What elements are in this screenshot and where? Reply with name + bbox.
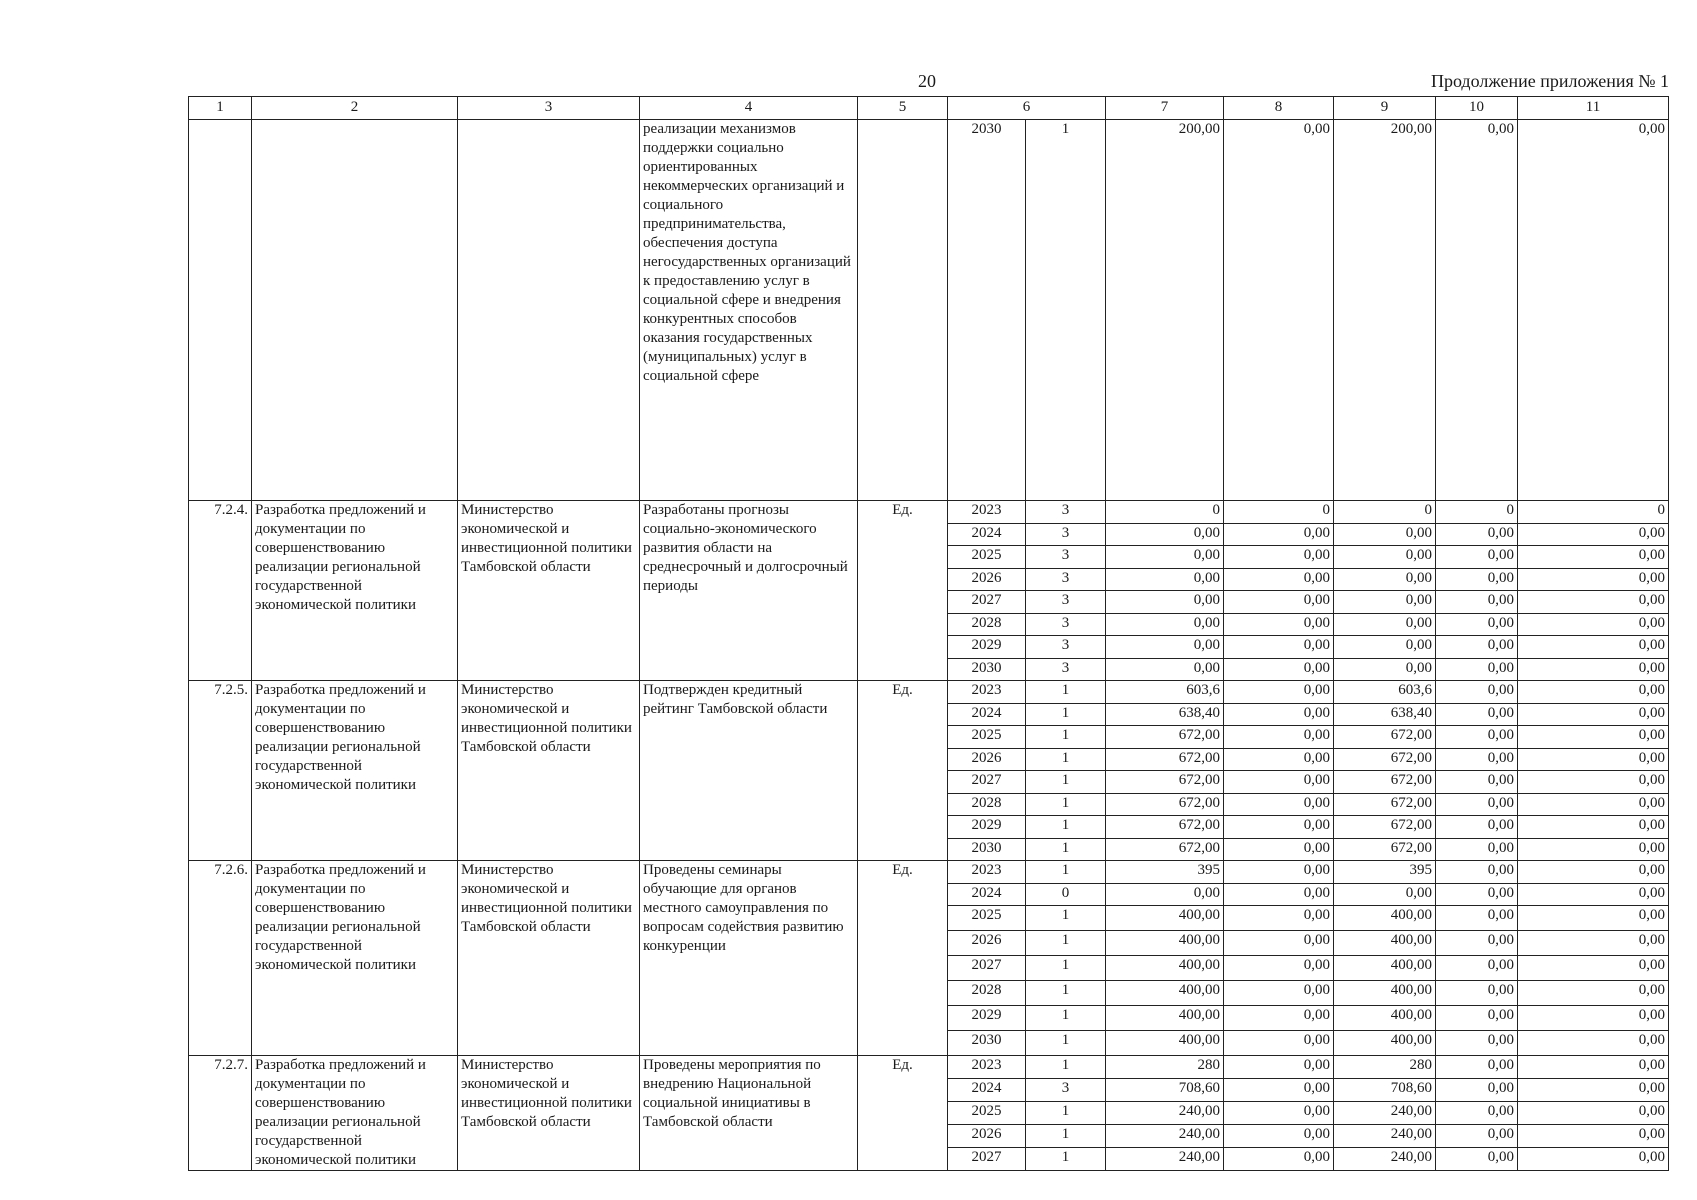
year-cell: 2023 <box>948 1056 1026 1079</box>
value-cell: 0,00 <box>1106 613 1224 636</box>
value-cell: 672,00 <box>1334 771 1436 794</box>
year-cell: 2030 <box>948 120 1026 501</box>
value-cell: 0,00 <box>1436 1031 1518 1056</box>
value-cell: 672,00 <box>1106 771 1224 794</box>
value-cell: 240,00 <box>1334 1148 1436 1171</box>
value-cell: 0,00 <box>1224 931 1334 956</box>
year-cell: 2028 <box>948 793 1026 816</box>
year-cell: 2023 <box>948 681 1026 704</box>
col-header-1: 1 <box>189 97 252 120</box>
value-cell: 672,00 <box>1334 748 1436 771</box>
value-cell: 0 <box>1334 501 1436 524</box>
value-cell: 1 <box>1026 956 1106 981</box>
year-cell: 2024 <box>948 883 1026 906</box>
value-cell: 672,00 <box>1106 838 1224 861</box>
value-cell: 1 <box>1026 931 1106 956</box>
value-cell: 280 <box>1106 1056 1224 1079</box>
empty-cell <box>252 120 458 501</box>
value-cell: 1 <box>1026 703 1106 726</box>
header-row <box>189 97 1669 120</box>
value-cell: 0,00 <box>1106 568 1224 591</box>
executor-name: Министерство экономической и инвестиционной политики Тамбовской области <box>458 681 640 861</box>
year-cell: 2024 <box>948 1079 1026 1102</box>
value-cell: 0,00 <box>1518 568 1669 591</box>
value-cell: 395 <box>1334 861 1436 884</box>
value-cell: 395 <box>1106 861 1224 884</box>
value-cell: 0,00 <box>1224 523 1334 546</box>
value-cell: 0,00 <box>1436 568 1518 591</box>
value-cell: 0,00 <box>1436 726 1518 749</box>
value-cell: 0,00 <box>1224 703 1334 726</box>
value-cell: 0,00 <box>1224 636 1334 659</box>
year-cell: 2025 <box>948 726 1026 749</box>
value-cell: 1 <box>1026 748 1106 771</box>
year-cell: 2029 <box>948 816 1026 839</box>
value-cell: 672,00 <box>1334 793 1436 816</box>
first-block-row <box>189 120 1669 501</box>
value-cell: 0,00 <box>1224 883 1334 906</box>
value-cell: 0,00 <box>1436 523 1518 546</box>
value-cell: 0 <box>1518 501 1669 524</box>
value-cell: 0,00 <box>1436 1148 1518 1171</box>
value-cell: 0,00 <box>1518 726 1669 749</box>
value-cell: 638,40 <box>1106 703 1224 726</box>
block-code: 7.2.5. <box>189 681 252 861</box>
value-cell: 0,00 <box>1106 636 1224 659</box>
value-cell: 0,00 <box>1518 1006 1669 1031</box>
value-cell: 0,00 <box>1334 658 1436 681</box>
value-cell: 0,00 <box>1224 771 1334 794</box>
value-cell: 0,00 <box>1436 613 1518 636</box>
value-cell: 708,60 <box>1334 1079 1436 1102</box>
value-cell: 0,00 <box>1224 816 1334 839</box>
value-cell: 0,00 <box>1224 906 1334 931</box>
data-table <box>188 96 1669 1171</box>
block-code: 7.2.6. <box>189 861 252 1056</box>
value-cell: 0,00 <box>1224 1125 1334 1148</box>
value-cell: 0,00 <box>1436 883 1518 906</box>
page-number: 20 <box>918 71 936 91</box>
value-cell: 0,00 <box>1106 658 1224 681</box>
result-description: реализации механизмов поддержки социально ориентированных некоммерческих организаций и социального предпринимательства, обеспечения доступа негосударственных организаций к предоставлению услуг в социальной сфере и внедрения конкурентных способов оказания государственных (муниципальных) услуг в социальной сфере <box>640 120 858 501</box>
value-cell: 0,00 <box>1334 613 1436 636</box>
value-cell: 3 <box>1026 546 1106 569</box>
value-cell: 0,00 <box>1224 1031 1334 1056</box>
value-cell: 672,00 <box>1106 793 1224 816</box>
value-cell: 1 <box>1026 793 1106 816</box>
year-cell: 2024 <box>948 703 1026 726</box>
executor-name: Министерство экономической и инвестиционной политики Тамбовской области <box>458 861 640 1056</box>
value-cell: 0,00 <box>1436 1056 1518 1079</box>
value-cell: 0,00 <box>1518 1125 1669 1148</box>
value-cell: 0,00 <box>1436 816 1518 839</box>
value-cell: 0,00 <box>1224 546 1334 569</box>
value-cell: 1 <box>1026 726 1106 749</box>
value-cell: 0 <box>1026 883 1106 906</box>
table-row <box>189 681 1669 704</box>
value-cell: 0,00 <box>1518 1102 1669 1125</box>
year-cell: 2028 <box>948 613 1026 636</box>
value-cell: 0,00 <box>1436 838 1518 861</box>
value-cell: 1 <box>1026 681 1106 704</box>
value-cell: 0,00 <box>1224 568 1334 591</box>
value-cell: 0 <box>1224 501 1334 524</box>
value-cell: 3 <box>1026 636 1106 659</box>
measure-name: Разработка предложений и документации по совершенствованию реализации региональной государственной экономической политики <box>252 501 458 681</box>
value-cell: 400,00 <box>1106 981 1224 1006</box>
value-cell: 0,00 <box>1436 956 1518 981</box>
value-cell: 0,00 <box>1224 793 1334 816</box>
empty-cell <box>189 120 252 501</box>
value-cell: 400,00 <box>1106 906 1224 931</box>
value-cell: 0,00 <box>1518 681 1669 704</box>
year-cell: 2026 <box>948 1125 1026 1148</box>
measure-name: Разработка предложений и документации по совершенствованию реализации региональной государственной экономической политики <box>252 861 458 1056</box>
year-cell: 2029 <box>948 636 1026 659</box>
col-header-2: 2 <box>252 97 458 120</box>
value-cell: 1 <box>1026 838 1106 861</box>
value-cell: 0,00 <box>1518 636 1669 659</box>
value-cell: 0,00 <box>1436 748 1518 771</box>
value-cell: 0,00 <box>1106 591 1224 614</box>
year-cell: 2025 <box>948 906 1026 931</box>
value-cell: 1 <box>1026 120 1106 501</box>
value-cell: 0,00 <box>1436 931 1518 956</box>
value-cell: 400,00 <box>1106 931 1224 956</box>
value-cell: 280 <box>1334 1056 1436 1079</box>
value-cell: 0,00 <box>1224 1102 1334 1125</box>
value-cell: 0,00 <box>1518 613 1669 636</box>
value-cell: 240,00 <box>1106 1125 1224 1148</box>
value-cell: 0,00 <box>1224 838 1334 861</box>
value-cell: 0,00 <box>1436 1006 1518 1031</box>
year-cell: 2025 <box>948 1102 1026 1125</box>
table-row <box>189 1056 1669 1079</box>
value-cell: 400,00 <box>1334 1006 1436 1031</box>
block-code: 7.2.7. <box>189 1056 252 1171</box>
year-cell: 2027 <box>948 591 1026 614</box>
value-cell: 3 <box>1026 1079 1106 1102</box>
value-cell: 0,00 <box>1518 931 1669 956</box>
table-row <box>189 501 1669 524</box>
value-cell: 0,00 <box>1518 861 1669 884</box>
value-cell: 0,00 <box>1436 1125 1518 1148</box>
value-cell: 3 <box>1026 523 1106 546</box>
value-cell: 0,00 <box>1224 956 1334 981</box>
value-cell: 200,00 <box>1334 120 1436 501</box>
value-cell: 400,00 <box>1334 956 1436 981</box>
year-cell: 2030 <box>948 1031 1026 1056</box>
value-cell: 3 <box>1026 568 1106 591</box>
value-cell: 1 <box>1026 1006 1106 1031</box>
value-cell: 0,00 <box>1518 120 1669 501</box>
year-cell: 2025 <box>948 546 1026 569</box>
col-header-9: 9 <box>1334 97 1436 120</box>
col-header-6: 6 <box>948 97 1106 120</box>
value-cell: 1 <box>1026 1148 1106 1171</box>
block-code: 7.2.4. <box>189 501 252 681</box>
value-cell: 672,00 <box>1106 748 1224 771</box>
value-cell: 672,00 <box>1334 726 1436 749</box>
value-cell: 0,00 <box>1334 636 1436 659</box>
empty-cell <box>858 120 948 501</box>
col-header-8: 8 <box>1224 97 1334 120</box>
value-cell: 638,40 <box>1334 703 1436 726</box>
value-cell: 0,00 <box>1436 591 1518 614</box>
value-cell: 240,00 <box>1106 1148 1224 1171</box>
measure-name: Разработка предложений и документации по совершенствованию реализации региональной государственной экономической политики <box>252 681 458 861</box>
value-cell: 400,00 <box>1334 931 1436 956</box>
value-cell: 0,00 <box>1106 883 1224 906</box>
result-description: Проведены мероприятия по внедрению Национальной социальной инициативы в Тамбовской области <box>640 1056 858 1171</box>
value-cell: 0,00 <box>1518 816 1669 839</box>
value-cell: 1 <box>1026 906 1106 931</box>
value-cell: 0,00 <box>1518 1056 1669 1079</box>
year-cell: 2026 <box>948 568 1026 591</box>
appendix-note: Продолжение приложения № 1 <box>1430 71 1669 91</box>
value-cell: 240,00 <box>1334 1125 1436 1148</box>
value-cell: 0,00 <box>1518 1079 1669 1102</box>
value-cell: 0,00 <box>1224 1079 1334 1102</box>
value-cell: 672,00 <box>1106 816 1224 839</box>
value-cell: 0,00 <box>1518 546 1669 569</box>
value-cell: 240,00 <box>1106 1102 1224 1125</box>
value-cell: 0,00 <box>1518 703 1669 726</box>
value-cell: 0,00 <box>1518 771 1669 794</box>
value-cell: 0,00 <box>1436 771 1518 794</box>
value-cell: 672,00 <box>1334 838 1436 861</box>
value-cell: 0,00 <box>1224 591 1334 614</box>
value-cell: 0,00 <box>1436 793 1518 816</box>
value-cell: 0,00 <box>1436 1102 1518 1125</box>
value-cell: 400,00 <box>1106 1006 1224 1031</box>
year-cell: 2023 <box>948 501 1026 524</box>
value-cell: 0,00 <box>1436 1079 1518 1102</box>
year-cell: 2030 <box>948 838 1026 861</box>
executor-name: Министерство экономической и инвестиционной политики Тамбовской области <box>458 1056 640 1171</box>
value-cell: 0 <box>1106 501 1224 524</box>
value-cell: 0,00 <box>1518 906 1669 931</box>
value-cell: 400,00 <box>1106 1031 1224 1056</box>
year-cell: 2027 <box>948 1148 1026 1171</box>
result-description: Подтвержден кредитный рейтинг Тамбовской области <box>640 681 858 861</box>
year-cell: 2024 <box>948 523 1026 546</box>
value-cell: 0,00 <box>1106 546 1224 569</box>
value-cell: 0,00 <box>1518 981 1669 1006</box>
value-cell: 0,00 <box>1436 681 1518 704</box>
value-cell: 400,00 <box>1334 906 1436 931</box>
value-cell: 0,00 <box>1224 681 1334 704</box>
value-cell: 0,00 <box>1334 523 1436 546</box>
value-cell: 3 <box>1026 613 1106 636</box>
result-description: Проведены семинары обучающие для органов местного самоуправления по вопросам содействия развитию конкуренции <box>640 861 858 1056</box>
value-cell: 1 <box>1026 771 1106 794</box>
value-cell: 0,00 <box>1224 1148 1334 1171</box>
value-cell: 3 <box>1026 658 1106 681</box>
value-cell: 0,00 <box>1224 120 1334 501</box>
value-cell: 0,00 <box>1518 793 1669 816</box>
value-cell: 672,00 <box>1334 816 1436 839</box>
value-cell: 0,00 <box>1224 748 1334 771</box>
value-cell: 672,00 <box>1106 726 1224 749</box>
year-cell: 2023 <box>948 861 1026 884</box>
value-cell: 0,00 <box>1518 883 1669 906</box>
value-cell: 1 <box>1026 1125 1106 1148</box>
col-header-4: 4 <box>640 97 858 120</box>
col-header-3: 3 <box>458 97 640 120</box>
col-header-7: 7 <box>1106 97 1224 120</box>
value-cell: 603,6 <box>1106 681 1224 704</box>
value-cell: 0,00 <box>1224 613 1334 636</box>
value-cell: 3 <box>1026 501 1106 524</box>
empty-cell <box>458 120 640 501</box>
value-cell: 0,00 <box>1334 568 1436 591</box>
value-cell: 0,00 <box>1334 591 1436 614</box>
year-cell: 2030 <box>948 658 1026 681</box>
value-cell: 1 <box>1026 861 1106 884</box>
result-description: Разработаны прогнозы социально-экономического развития области на среднесрочный и долгосрочный периоды <box>640 501 858 681</box>
year-cell: 2029 <box>948 1006 1026 1031</box>
value-cell: 0,00 <box>1224 981 1334 1006</box>
value-cell: 1 <box>1026 1102 1106 1125</box>
value-cell: 0,00 <box>1224 1006 1334 1031</box>
value-cell: 708,60 <box>1106 1079 1224 1102</box>
col-header-10: 10 <box>1436 97 1518 120</box>
value-cell: 0,00 <box>1106 523 1224 546</box>
value-cell: 0,00 <box>1334 546 1436 569</box>
value-cell: 0,00 <box>1436 546 1518 569</box>
year-cell: 2027 <box>948 956 1026 981</box>
value-cell: 1 <box>1026 1056 1106 1079</box>
value-cell: 3 <box>1026 591 1106 614</box>
unit-cell: Ед. <box>858 861 948 1056</box>
unit-cell: Ед. <box>858 681 948 861</box>
col-header-5: 5 <box>858 97 948 120</box>
year-cell: 2028 <box>948 981 1026 1006</box>
table-row <box>189 861 1669 884</box>
year-cell: 2026 <box>948 748 1026 771</box>
unit-cell: Ед. <box>858 501 948 681</box>
value-cell: 0,00 <box>1436 703 1518 726</box>
value-cell: 0,00 <box>1436 120 1518 501</box>
value-cell: 0,00 <box>1518 956 1669 981</box>
executor-name: Министерство экономической и инвестиционной политики Тамбовской области <box>458 501 640 681</box>
value-cell: 0,00 <box>1436 658 1518 681</box>
year-cell: 2027 <box>948 771 1026 794</box>
value-cell: 400,00 <box>1334 981 1436 1006</box>
value-cell: 0,00 <box>1518 523 1669 546</box>
unit-cell: Ед. <box>858 1056 948 1171</box>
value-cell: 603,6 <box>1334 681 1436 704</box>
value-cell: 240,00 <box>1334 1102 1436 1125</box>
value-cell: 0,00 <box>1334 883 1436 906</box>
value-cell: 0,00 <box>1436 981 1518 1006</box>
measure-name: Разработка предложений и документации по совершенствованию реализации региональной государственной экономической политики <box>252 1056 458 1171</box>
value-cell: 0,00 <box>1518 658 1669 681</box>
value-cell: 200,00 <box>1106 120 1224 501</box>
year-cell: 2026 <box>948 931 1026 956</box>
value-cell: 0,00 <box>1518 838 1669 861</box>
value-cell: 1 <box>1026 981 1106 1006</box>
value-cell: 0,00 <box>1436 906 1518 931</box>
value-cell: 0,00 <box>1224 1056 1334 1079</box>
value-cell: 0 <box>1436 501 1518 524</box>
value-cell: 1 <box>1026 816 1106 839</box>
value-cell: 400,00 <box>1334 1031 1436 1056</box>
value-cell: 0,00 <box>1518 1148 1669 1171</box>
col-header-11: 11 <box>1518 97 1669 120</box>
value-cell: 0,00 <box>1224 658 1334 681</box>
value-cell: 0,00 <box>1518 591 1669 614</box>
value-cell: 0,00 <box>1518 748 1669 771</box>
value-cell: 0,00 <box>1224 861 1334 884</box>
value-cell: 0,00 <box>1436 861 1518 884</box>
value-cell: 1 <box>1026 1031 1106 1056</box>
value-cell: 0,00 <box>1518 1031 1669 1056</box>
value-cell: 400,00 <box>1106 956 1224 981</box>
value-cell: 0,00 <box>1224 726 1334 749</box>
value-cell: 0,00 <box>1436 636 1518 659</box>
